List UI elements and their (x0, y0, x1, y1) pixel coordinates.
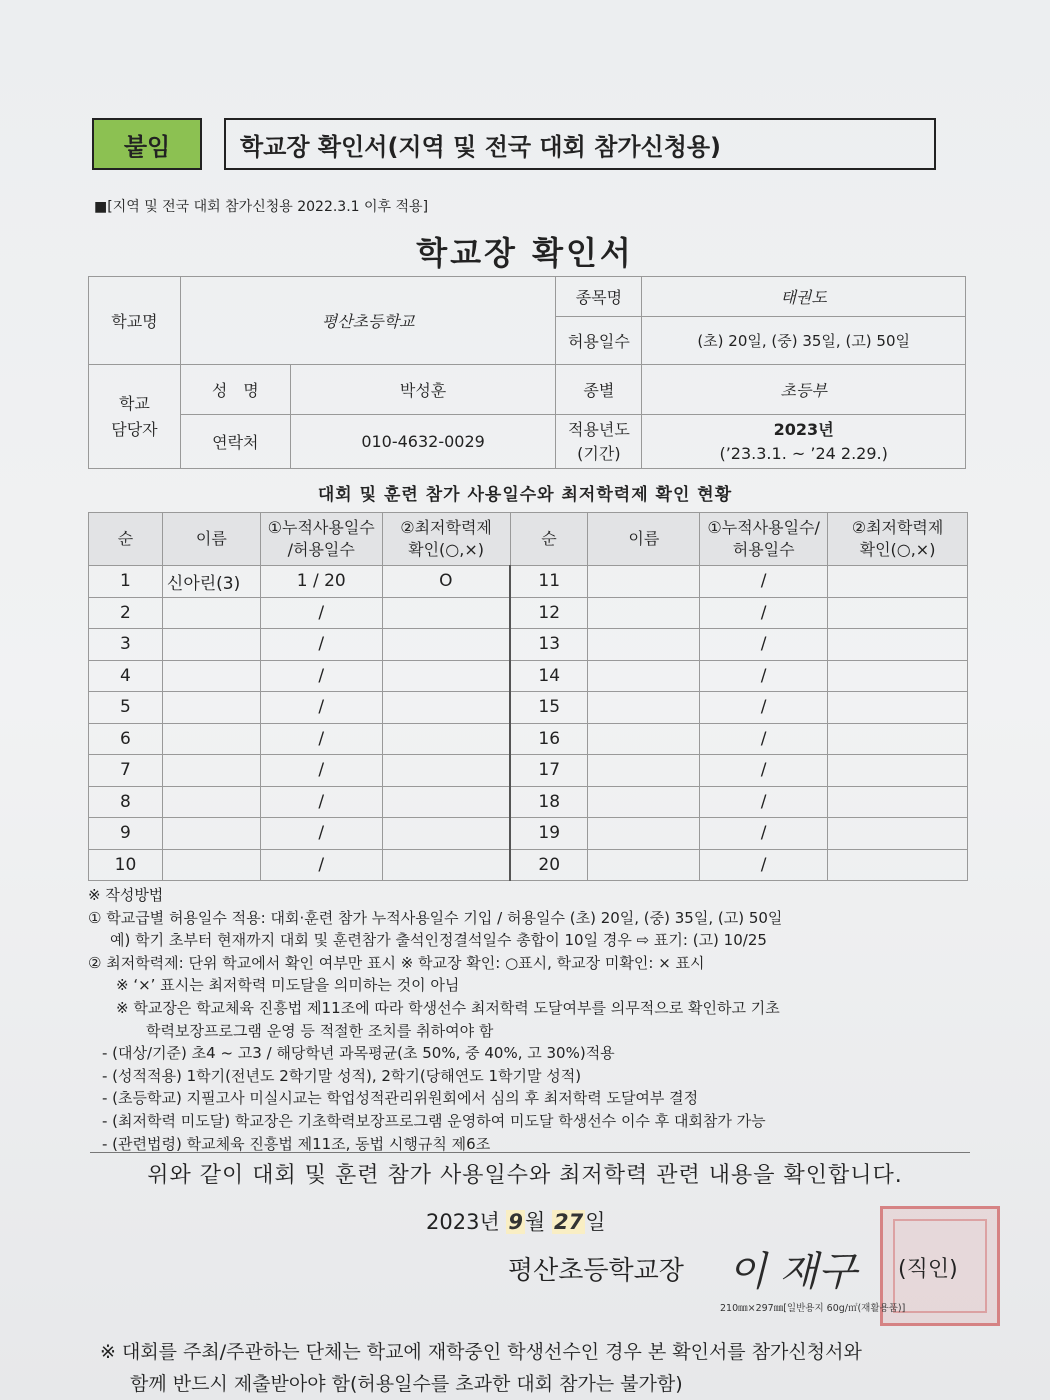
student-name (588, 818, 700, 850)
date-year: 2023년 (426, 1210, 500, 1234)
used-days: / (260, 660, 382, 692)
divider (90, 1152, 970, 1153)
row-number: 13 (510, 629, 588, 661)
year-value: 2023년 (773, 419, 834, 439)
header-no-left: 순 (89, 513, 163, 566)
period-value: (’23.3.1. ~ ’24 2.29.) (719, 443, 888, 463)
instruction-line: - (관련법령) 학교체육 진흥법 제11조, 동법 시행규칙 제6조 (102, 1134, 491, 1153)
row-number: 1 (89, 566, 163, 598)
manager-label: 학교 담당자 (89, 365, 181, 469)
used-days: / (700, 723, 828, 755)
student-name (588, 597, 700, 629)
student-name (162, 818, 260, 850)
used-days: / (700, 786, 828, 818)
academic-check (828, 849, 968, 881)
row-number: 17 (510, 755, 588, 787)
category-label: 종별 (556, 365, 642, 415)
student-name (162, 660, 260, 692)
date-day: 27 (554, 1210, 584, 1234)
used-days: / (260, 597, 382, 629)
used-days: / (700, 818, 828, 850)
used-days: / (700, 692, 828, 724)
paper-spec-note: 210㎜×297㎜[일반용지 60g/㎡(재활용품)] (720, 1303, 906, 1314)
used-days: / (260, 786, 382, 818)
row-number: 7 (89, 755, 163, 787)
header-name-right: 이름 (588, 513, 700, 566)
academic-check (382, 818, 510, 850)
used-days: / (700, 660, 828, 692)
instruction-line: ① 학교급별 허용일수 적용: 대회·훈련 참가 누적사용일수 기입 / 허용일수 (초) 20일, (중) 35일, (고) 50일 (88, 908, 783, 927)
row-number: 2 (89, 597, 163, 629)
used-days: / (700, 755, 828, 787)
year-cell (642, 415, 966, 469)
instruction-line: 예) 학기 초부터 현재까지 대회 및 훈련참가 출석인정결석일수 총합이 10일 경우 ⇨ 표기: (고) 10/25 (110, 931, 767, 950)
days-label: 허용일수 (556, 317, 642, 365)
academic-check (382, 660, 510, 692)
academic-check (382, 597, 510, 629)
student-name (588, 566, 700, 598)
used-days: / (260, 818, 382, 850)
instructions (88, 884, 978, 1155)
attachment-badge: 붙임 (92, 118, 202, 170)
used-days: / (700, 629, 828, 661)
academic-check (828, 723, 968, 755)
table-row (89, 692, 968, 724)
used-days: / (260, 692, 382, 724)
student-name (162, 849, 260, 881)
date-month-unit: 월 (525, 1210, 546, 1234)
academic-check (382, 723, 510, 755)
header-check-right: ②최저학력제 확인(○,×) (828, 513, 968, 566)
academic-check (382, 849, 510, 881)
student-name (162, 755, 260, 787)
header-days-right: ①누적사용일수/ 허용일수 (700, 513, 828, 566)
table-row (89, 786, 968, 818)
used-days: 1 / 20 (260, 566, 382, 598)
header-check-left: ②최저학력제 확인(○,×) (382, 513, 510, 566)
academic-check (382, 755, 510, 787)
row-number: 15 (510, 692, 588, 724)
row-number: 3 (89, 629, 163, 661)
category-value: 초등부 (642, 365, 966, 415)
row-number: 10 (89, 849, 163, 881)
row-number: 19 (510, 818, 588, 850)
row-number: 12 (510, 597, 588, 629)
instruction-line: - (대상/기준) 초4 ~ 고3 / 해당학년 과목평균(초 50%, 중 40%, 고 30%)적용 (102, 1044, 615, 1063)
row-number: 8 (89, 786, 163, 818)
date-month: 9 (508, 1210, 524, 1234)
date-line (426, 1206, 606, 1236)
footer-note (100, 1336, 862, 1400)
row-number: 5 (89, 692, 163, 724)
table-row (89, 629, 968, 661)
row-number: 14 (510, 660, 588, 692)
header-days-left: ①누적사용일수 /허용일수 (260, 513, 382, 566)
header-name-left: 이름 (162, 513, 260, 566)
event-value: 태권도 (642, 277, 966, 317)
student-name (162, 786, 260, 818)
used-days: / (260, 723, 382, 755)
principal-title: 평산초등학교장 (508, 1256, 684, 1286)
confirmation-text: 위와 같이 대회 및 훈련 참가 사용일수와 최저학력 관련 내용을 확인합니다. (147, 1163, 903, 1188)
student-name (588, 849, 700, 881)
table-row (89, 597, 968, 629)
table-row (89, 723, 968, 755)
year-label: 적용년도 (기간) (556, 415, 642, 469)
roster-table (88, 512, 968, 881)
student-name (588, 786, 700, 818)
header-no-right: 순 (510, 513, 588, 566)
student-name (162, 597, 260, 629)
student-name (588, 660, 700, 692)
name-label: 성 명 (180, 365, 290, 415)
academic-check (382, 629, 510, 661)
row-number: 11 (510, 566, 588, 598)
table-row (89, 818, 968, 850)
used-days: / (700, 849, 828, 881)
used-days: / (260, 849, 382, 881)
student-name: 신아린(3) (162, 566, 260, 598)
academic-check: O (382, 566, 510, 598)
date-day-unit: 일 (585, 1210, 606, 1234)
roster-header-row (89, 513, 968, 566)
table-row (89, 755, 968, 787)
school-value: 평산초등학교 (180, 277, 556, 365)
contact-label: 연락처 (180, 415, 290, 469)
instruction-line: ② 최저학력제: 단위 학교에서 확인 여부만 표시 ※ 학교장 확인: ○표시, 학교장 미확인: × 표시 (88, 953, 705, 972)
seal-label: (직인) (898, 1257, 958, 1282)
row-number: 16 (510, 723, 588, 755)
table-row (89, 849, 968, 881)
academic-check (828, 786, 968, 818)
used-days: / (700, 566, 828, 598)
academic-check (382, 692, 510, 724)
student-name (162, 629, 260, 661)
used-days: / (700, 597, 828, 629)
academic-check (828, 660, 968, 692)
instruction-line: ※ 학교장은 학교체육 진흥법 제11조에 따라 학생선수 최저학력 도달여부를 의무적으로 확인하고 기초 (116, 998, 780, 1017)
student-name (588, 629, 700, 661)
row-number: 6 (89, 723, 163, 755)
instruction-line: - (최저학력 미도달) 학교장은 기초학력보장프로그램 운영하여 미도달 학생선수 이수 후 대회참가 가능 (102, 1111, 766, 1130)
student-name (588, 692, 700, 724)
student-name (162, 723, 260, 755)
footer-line: ※ 대회를 주최/주관하는 단체는 학교에 재학중인 학생선수인 경우 본 확인서를 참가신청서와 (100, 1341, 862, 1363)
table-row (89, 660, 968, 692)
footer-line: 함께 반드시 제출받아야 함(허용일수를 초과한 대회 참가는 불가함) (130, 1373, 683, 1395)
instruction-line: ※ ‘×’ 표시는 최저학력 미도달을 의미하는 것이 아님 (116, 976, 460, 995)
academic-check (828, 597, 968, 629)
header-title: 학교장 확인서(지역 및 전국 대회 참가신청용) (224, 118, 936, 170)
academic-check (382, 786, 510, 818)
name-value: 박성훈 (290, 365, 556, 415)
section-title: 대회 및 훈련 참가 사용일수와 최저학력제 확인 현황 (317, 485, 733, 505)
student-name (588, 723, 700, 755)
applicability-note: ■[지역 및 전국 대회 참가신청용 2022.3.1 이후 적용] (94, 199, 429, 215)
instruction-line: - (성적적용) 1학기(전년도 2학기말 성적), 2학기(당해연도 1학기말 성적) (102, 1066, 582, 1085)
student-name (162, 692, 260, 724)
academic-check (828, 818, 968, 850)
used-days: / (260, 755, 382, 787)
table-row (89, 566, 968, 598)
instruction-line: - (초등학교) 지필고사 미실시교는 학업성적관리위원회에서 심의 후 최저학력 도달여부 결정 (102, 1089, 699, 1108)
school-label: 학교명 (89, 277, 181, 365)
contact-value: 010-4632-0029 (290, 415, 556, 469)
instruction-line: ※ 작성방법 (88, 886, 164, 904)
academic-check (828, 692, 968, 724)
document-title: 학교장 확인서 (416, 234, 634, 272)
row-number: 20 (510, 849, 588, 881)
student-name (588, 755, 700, 787)
row-number: 4 (89, 660, 163, 692)
days-value: (초) 20일, (중) 35일, (고) 50일 (642, 317, 966, 365)
instruction-line: 학력보장프로그램 운영 등 적절한 조치를 취하여야 함 (146, 1021, 494, 1040)
event-label: 종목명 (556, 277, 642, 317)
academic-check (828, 566, 968, 598)
academic-check (828, 755, 968, 787)
used-days: / (260, 629, 382, 661)
academic-check (828, 629, 968, 661)
row-number: 18 (510, 786, 588, 818)
header (92, 118, 936, 170)
principal-signature: 이 재구 (728, 1249, 857, 1295)
row-number: 9 (89, 818, 163, 850)
info-table (88, 276, 966, 469)
